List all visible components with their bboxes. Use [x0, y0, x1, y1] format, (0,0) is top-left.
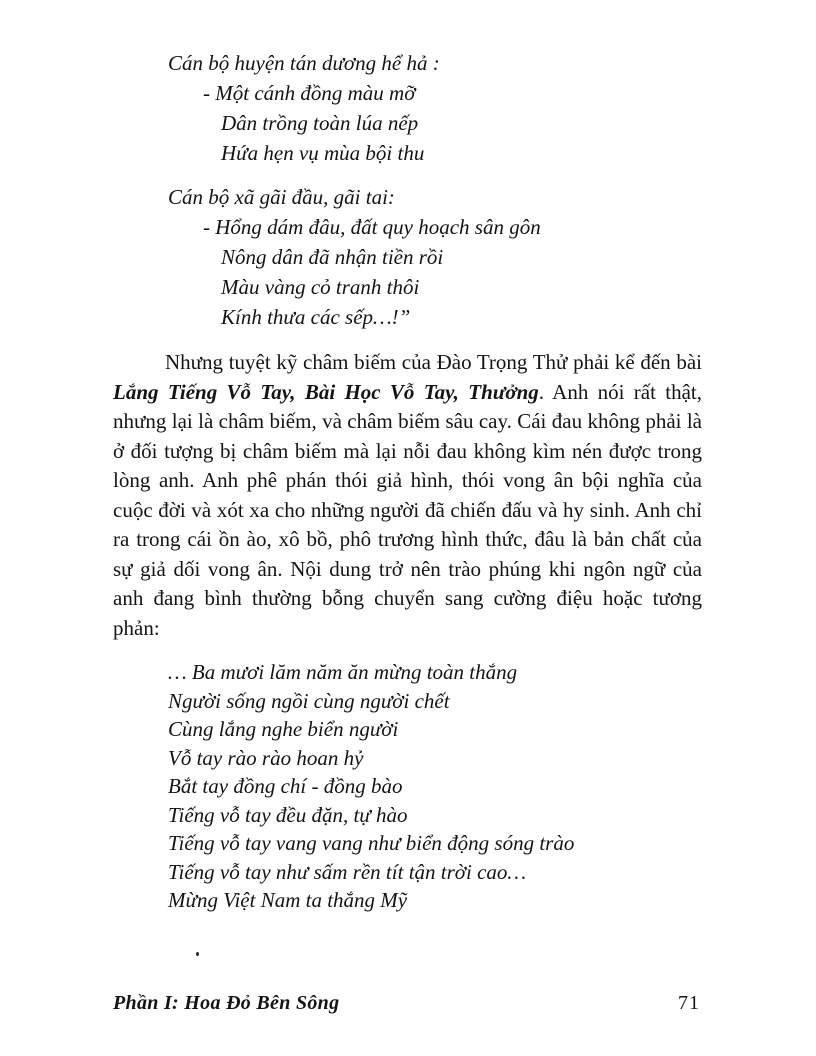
verse-line: Bắt tay đồng chí - đồng bào	[168, 774, 403, 798]
verse-line: Màu vàng cỏ tranh thôi	[221, 275, 420, 299]
verse-line: … Ba mươi lăm năm ăn mừng toàn thắng	[168, 660, 518, 684]
footer-section-title: Phần I: Hoa Đỏ Bên Sông	[113, 992, 340, 1014]
verse-line: - Một cánh đồng màu mỡ	[203, 81, 416, 105]
verse-line: Mừng Việt Nam ta thắng Mỹ	[168, 888, 408, 912]
commentary-paragraph	[113, 348, 702, 643]
paragraph-text-before-title: Nhưng tuyệt kỹ châm biếm của Đào Trọng Thử phải kể đến bài	[165, 350, 702, 374]
verse-block-can-bo-huyen	[113, 48, 702, 168]
verse-line: Người sống ngồi cùng người chết	[168, 688, 450, 713]
scan-ink-speck	[196, 952, 199, 956]
footer-page-number: 71	[678, 992, 700, 1014]
verse-line: Dân trồng toàn lúa nếp	[221, 111, 419, 135]
poem-title-citation: Lắng Tiếng Vỗ Tay, Bài Học Vỗ Tay, Thưởng	[113, 379, 539, 404]
verse-line: Cán bộ xã gãi đầu, gãi tai:	[168, 185, 395, 209]
verse-block-can-bo-xa	[113, 182, 702, 332]
page-footer	[113, 992, 700, 1015]
verse-line: Tiếng vỗ tay như sấm rền tít tận trời cao…	[168, 859, 527, 884]
verse-block-vo-tay	[113, 658, 702, 915]
verse-line: Tiếng vỗ tay đều đặn, tự hào	[168, 802, 408, 827]
verse-line: - Hổng dám đâu, đất quy hoạch sân gôn	[203, 215, 541, 239]
verse-line: Kính thưa các sếp…!”	[221, 305, 411, 329]
paragraph-text-after-title: . Anh nói rất thật, nhưng lại là châm biếm, và châm biếm sâu cay. Cái đau không phải là ở đối tượng bị châm biếm mà lại nỗi đau không kìm nén được trong lòng anh. Anh phê phán thói giả hình, thói vong ân bội nghĩa của cuộc đời và xót xa cho những người đã chiến đấu và hy sinh. Anh chỉ ra trong cái ồn ào, xô bồ, phô trương hình thức, đâu là bản chất của sự giả dối vong ân. Nội dung trở nên trào phúng khi ngôn ngữ của anh đang bình thường bỗng chuyển sang cường điệu hoặc tương phản:	[113, 379, 702, 640]
verse-line: Cùng lắng nghe biển người	[168, 717, 399, 741]
verse-line: Tiếng vỗ tay vang vang như biển động sóng trào	[168, 831, 575, 855]
verse-line: Cán bộ huyện tán dương hể hả :	[168, 51, 440, 75]
verse-line: Nông dân đã nhận tiền rồi	[221, 245, 444, 269]
text-column	[113, 48, 702, 929]
verse-line: Hứa hẹn vụ mùa bội thu	[221, 141, 425, 165]
verse-line: Vỗ tay rào rào hoan hỷ	[168, 745, 364, 770]
